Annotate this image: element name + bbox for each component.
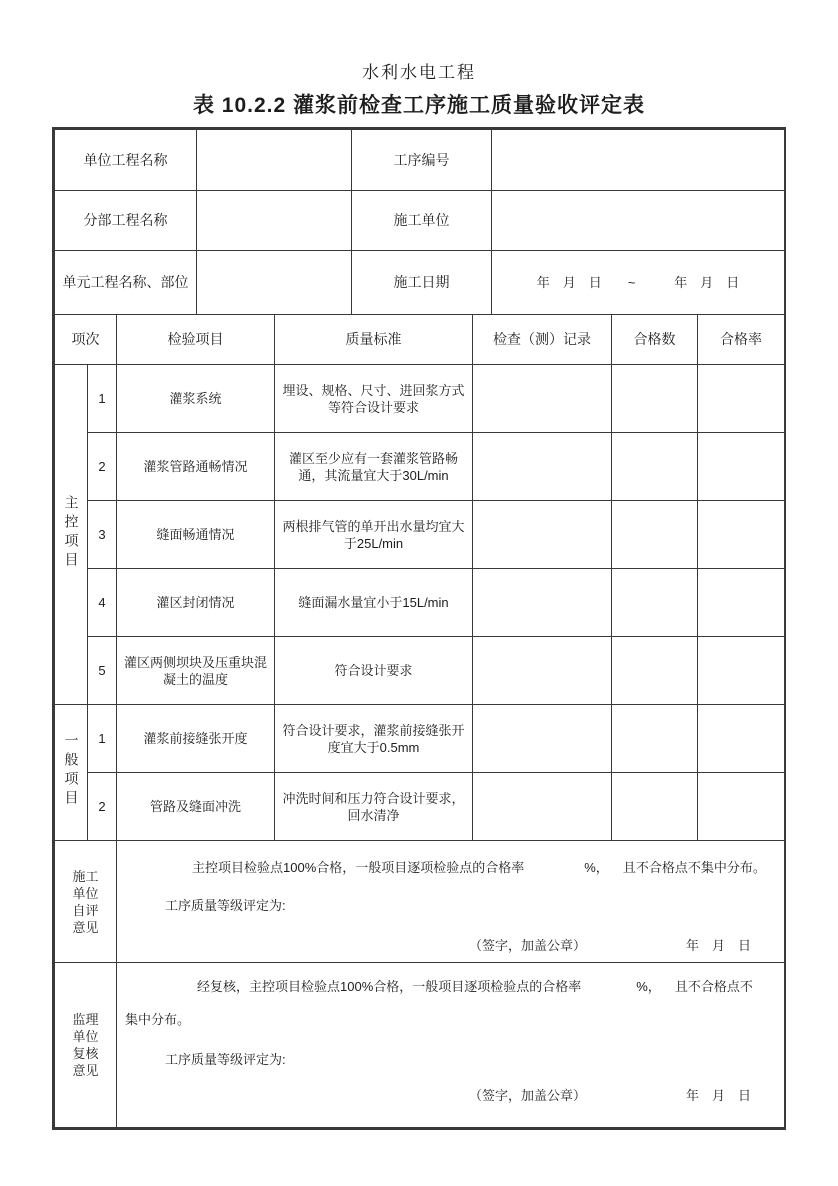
item-record-cell[interactable] — [473, 501, 612, 569]
item-no: 3 — [88, 501, 117, 569]
supervisor-opinion-label: 监理单位复核意见 — [55, 963, 117, 1128]
contractor-opinion-content — [117, 841, 785, 963]
item-standard: 埋设、规格、尺寸、进回浆方式等符合设计要求 — [275, 365, 473, 433]
checklist-header-row — [55, 315, 785, 365]
opinion-table — [54, 840, 785, 1128]
form-table — [52, 127, 786, 1130]
item-record-cell[interactable] — [473, 365, 612, 433]
group-label-main-control: 主控项目 — [55, 365, 88, 705]
header-inspection-item: 检验项目 — [117, 315, 275, 365]
item-name: 缝面畅通情况 — [117, 501, 275, 569]
main-item-row-3 — [55, 501, 785, 569]
main-item-row-1 — [55, 365, 785, 433]
item-pass-rate-cell[interactable] — [698, 365, 785, 433]
construction-unit-value[interactable] — [492, 191, 785, 251]
opinion-text: 经复核，主控项目检验点100%合格，一般项目逐项检验点的合格率 — [197, 979, 582, 994]
item-pass-rate-cell[interactable] — [698, 501, 785, 569]
contractor-signature-line — [117, 937, 784, 954]
info-row-unit — [55, 130, 785, 191]
percent-sign: %， — [584, 860, 609, 875]
item-standard: 灌区至少应有一套灌浆管路畅通，其流量宜大于30L/min — [275, 433, 473, 501]
item-no: 2 — [88, 433, 117, 501]
main-item-row-4 — [55, 569, 785, 637]
item-pass-rate-cell[interactable] — [698, 637, 785, 705]
item-name: 管路及缝面冲洗 — [117, 773, 275, 841]
item-name: 灌区两侧坝块及压重块混凝土的温度 — [117, 637, 275, 705]
item-pass-count-cell[interactable] — [612, 705, 698, 773]
process-number-value[interactable] — [492, 130, 785, 191]
supervisor-opinion-content — [117, 963, 785, 1128]
supervisor-signature-line — [117, 1087, 784, 1104]
supervisor-opinion-line2: 集中分布。 — [125, 1012, 191, 1027]
header-pass-count: 合格数 — [612, 315, 698, 365]
signature-date[interactable]: 年 月 日 — [686, 1088, 752, 1103]
construction-date-label: 施工日期 — [352, 251, 492, 315]
checklist-table — [54, 314, 785, 841]
supervisor-opinion-row — [55, 963, 785, 1128]
item-pass-count-cell[interactable] — [612, 773, 698, 841]
opinion-text: 且不合格点不集中分布。 — [622, 860, 766, 875]
item-no: 5 — [88, 637, 117, 705]
item-no: 1 — [88, 705, 117, 773]
item-record-cell[interactable] — [473, 637, 612, 705]
info-row-element — [55, 251, 785, 315]
general-item-row-2 — [55, 773, 785, 841]
signature-date[interactable]: 年 月 日 — [686, 938, 752, 953]
main-item-row-5 — [55, 637, 785, 705]
division-project-name-value[interactable] — [197, 191, 352, 251]
item-no: 2 — [88, 773, 117, 841]
doc-subtitle: 水利水电工程 — [362, 63, 476, 82]
contractor-grade-line[interactable]: 工序质量等级评定为: — [165, 898, 286, 913]
item-standard: 缝面漏水量宜小于15L/min — [275, 569, 473, 637]
header-quality-standard: 质量标准 — [275, 315, 473, 365]
header-check-record: 检查（测）记录 — [473, 315, 612, 365]
division-project-name-label: 分部工程名称 — [55, 191, 197, 251]
item-record-cell[interactable] — [473, 705, 612, 773]
element-project-name-value[interactable] — [197, 251, 352, 315]
item-pass-rate-cell[interactable] — [698, 773, 785, 841]
main-item-row-2 — [55, 433, 785, 501]
unit-project-name-value[interactable] — [197, 130, 352, 191]
item-record-cell[interactable] — [473, 569, 612, 637]
item-pass-count-cell[interactable] — [612, 569, 698, 637]
item-pass-count-cell[interactable] — [612, 365, 698, 433]
item-name: 灌浆管路通畅情况 — [117, 433, 275, 501]
doc-title: 表 10.2.2 灌浆前检查工序施工质量验收评定表 — [192, 94, 646, 117]
supervisor-opinion-line1 — [197, 978, 778, 995]
item-standard: 冲洗时间和压力符合设计要求，回水清净 — [275, 773, 473, 841]
contractor-opinion-label: 施工单位自评意见 — [55, 841, 117, 963]
item-no: 1 — [88, 365, 117, 433]
info-table — [54, 129, 785, 315]
signature-seal-label[interactable]: （签字，加盖公章） — [469, 938, 587, 953]
construction-date-value[interactable]: 年 月 日 ~ 年 月 日 — [492, 251, 785, 315]
header-pass-rate: 合格率 — [698, 315, 785, 365]
process-number-label: 工序编号 — [352, 130, 492, 191]
general-item-row-1 — [55, 705, 785, 773]
item-pass-rate-cell[interactable] — [698, 705, 785, 773]
item-record-cell[interactable] — [473, 433, 612, 501]
group-label-general: 一般项目 — [55, 705, 88, 841]
percent-sign: %， — [636, 979, 661, 994]
contractor-opinion-row — [55, 841, 785, 963]
supervisor-grade-line[interactable]: 工序质量等级评定为: — [165, 1052, 286, 1067]
item-record-cell[interactable] — [473, 773, 612, 841]
item-pass-count-cell[interactable] — [612, 637, 698, 705]
opinion-text: 主控项目检验点100%合格，一般项目逐项检验点的合格率 — [192, 860, 525, 875]
opinion-text: 且不合格点不 — [674, 979, 753, 994]
construction-unit-label: 施工单位 — [352, 191, 492, 251]
item-standard: 符合设计要求 — [275, 637, 473, 705]
item-name: 灌浆系统 — [117, 365, 275, 433]
info-row-division — [55, 191, 785, 251]
item-pass-rate-cell[interactable] — [698, 569, 785, 637]
contractor-opinion-line1 — [192, 859, 778, 876]
item-pass-count-cell[interactable] — [612, 501, 698, 569]
header-item-no: 项次 — [55, 315, 117, 365]
item-pass-rate-cell[interactable] — [698, 433, 785, 501]
item-name: 灌区封闭情况 — [117, 569, 275, 637]
item-standard: 两根排气管的单开出水量均宜大于25L/min — [275, 501, 473, 569]
item-name: 灌浆前接缝张开度 — [117, 705, 275, 773]
item-no: 4 — [88, 569, 117, 637]
signature-seal-label[interactable]: （签字，加盖公章） — [469, 1088, 587, 1103]
item-standard: 符合设计要求，灌浆前接缝张开度宜大于0.5mm — [275, 705, 473, 773]
element-project-name-label: 单元工程名称、部位 — [55, 251, 197, 315]
item-pass-count-cell[interactable] — [612, 433, 698, 501]
unit-project-name-label: 单位工程名称 — [55, 130, 197, 191]
